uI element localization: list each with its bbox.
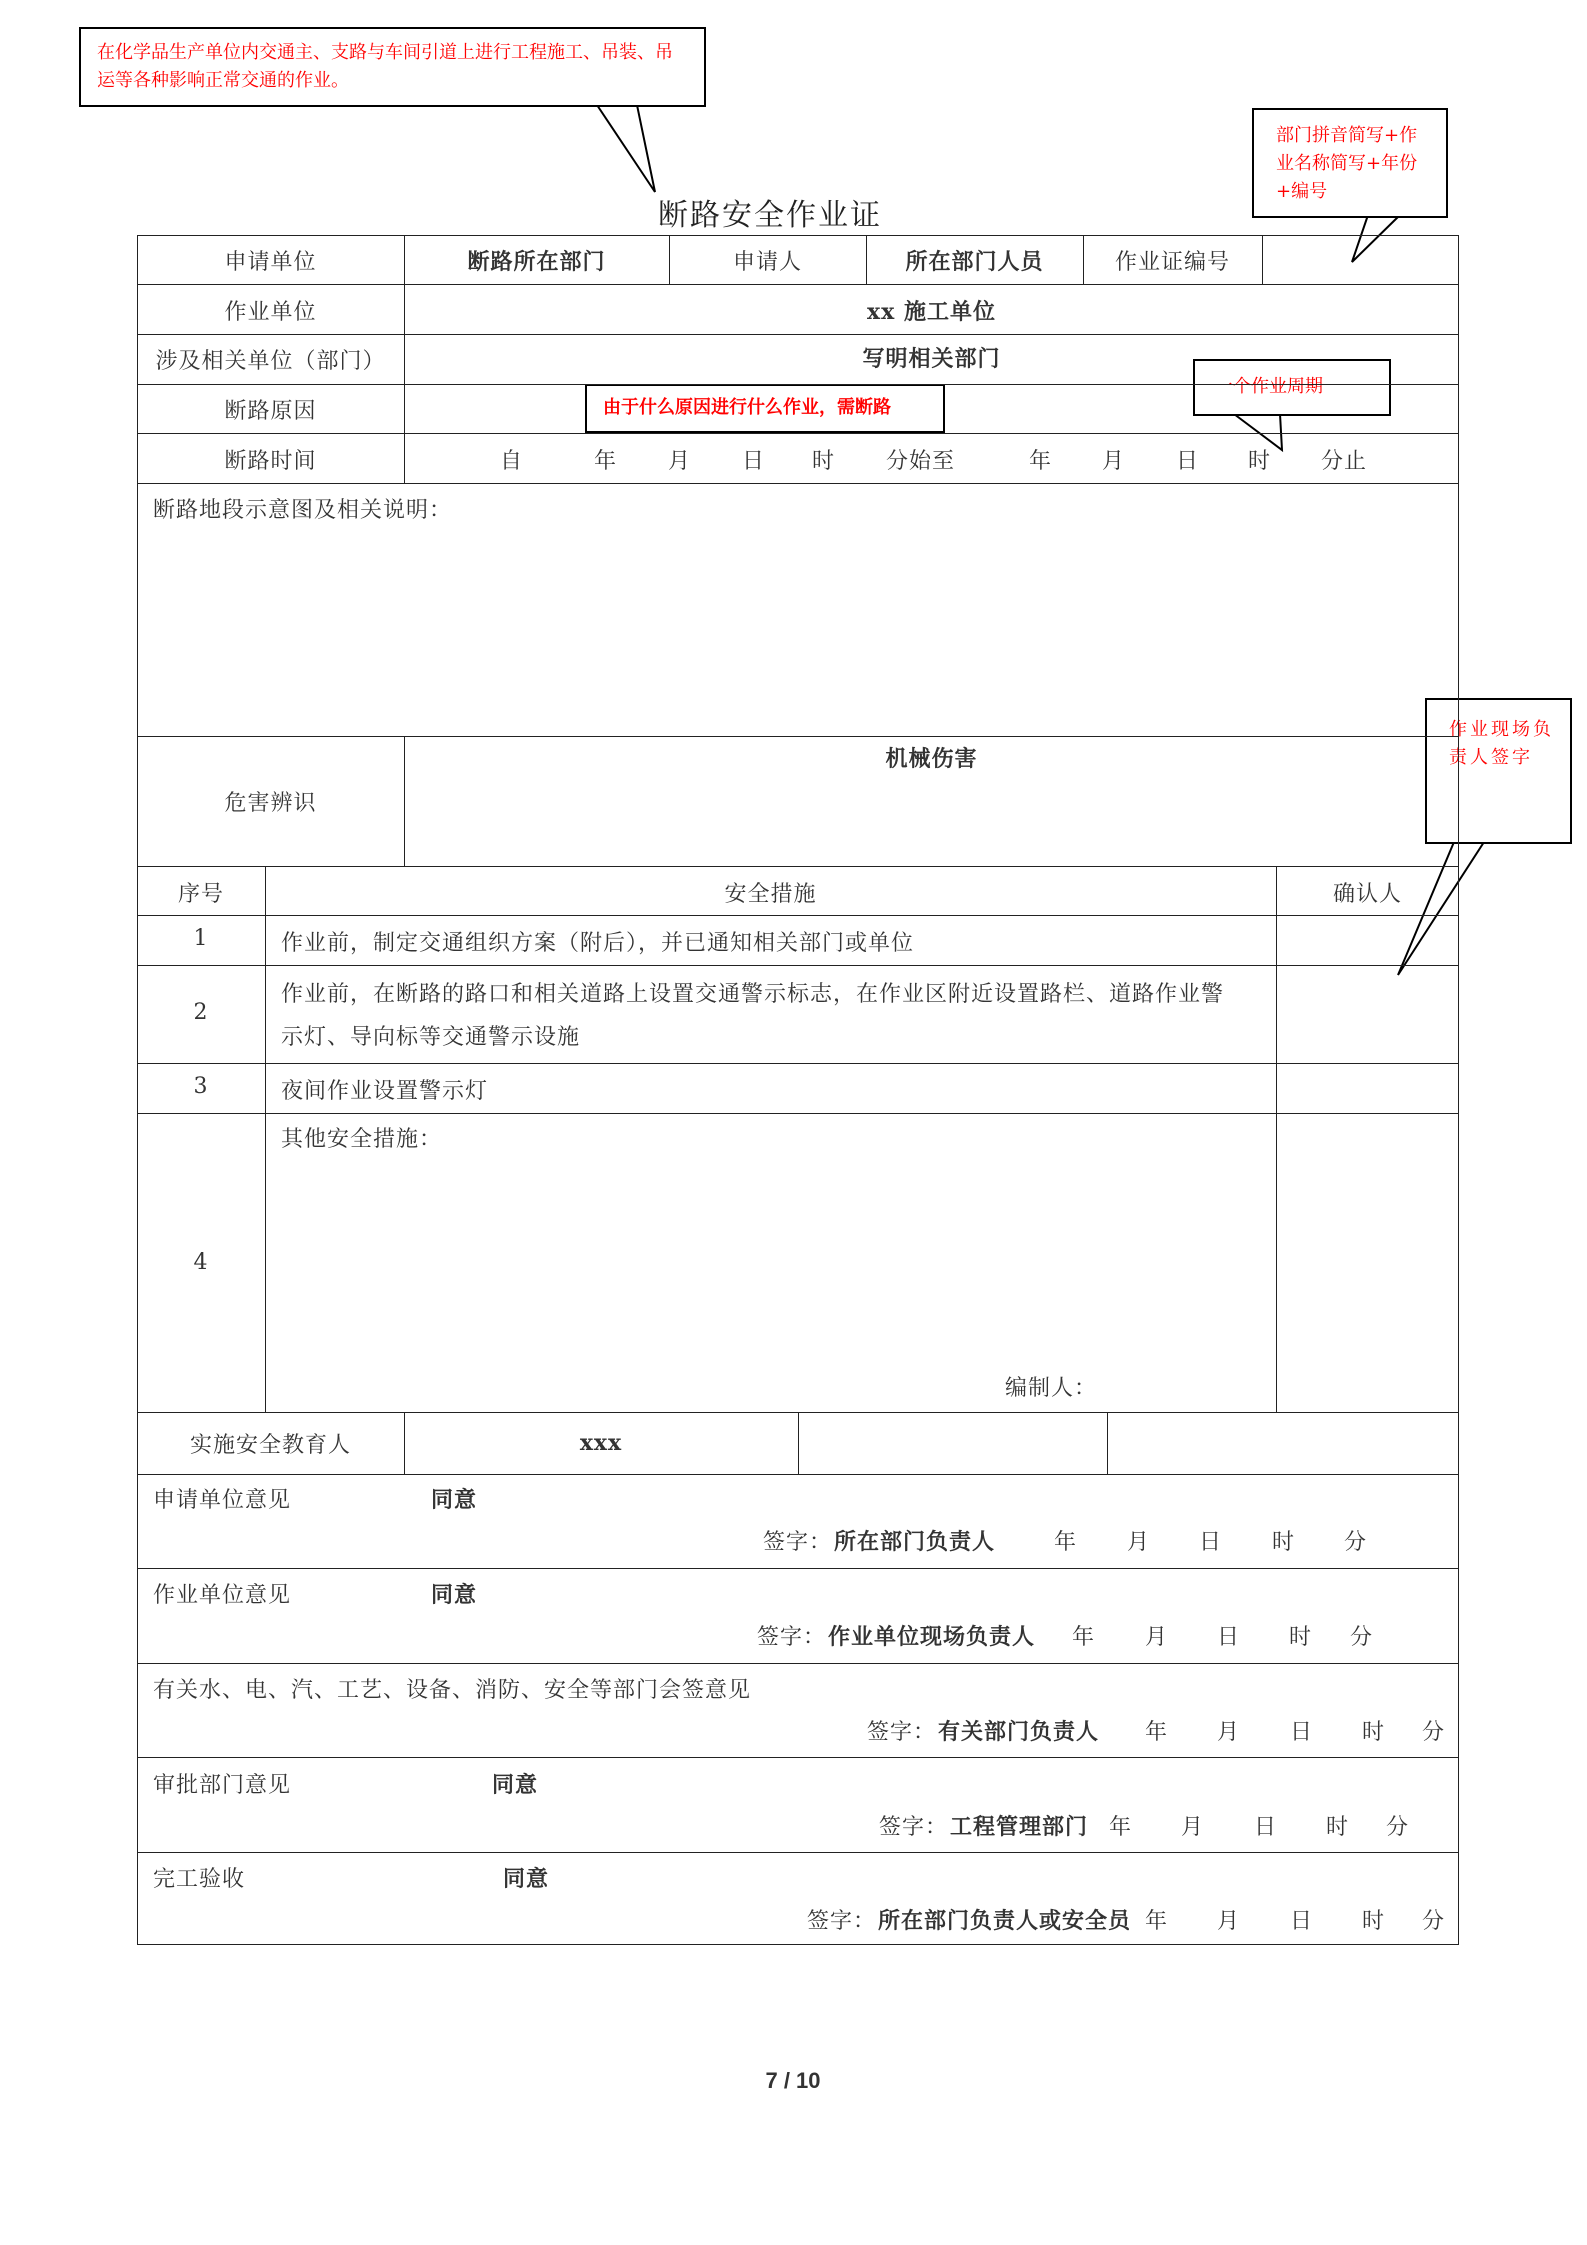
opinion-5-year: 年 xyxy=(1145,1909,1169,1934)
opinion-5-sign-label: 签字： xyxy=(807,1909,877,1934)
opinion-4-hour: 时 xyxy=(1326,1815,1350,1840)
time-year-2: 年 xyxy=(1029,449,1053,474)
opinion-3-day: 日 xyxy=(1290,1720,1314,1745)
opinion-3-minute: 分 xyxy=(1422,1720,1446,1745)
opinion-2-day: 日 xyxy=(1217,1625,1241,1650)
opinion-3-label: 有关水、电、汽、工艺、设备、消防、安全等部门会签意见 xyxy=(153,1678,752,1703)
measure-2-confirm[interactable] xyxy=(1277,966,1458,1062)
hazard-label: 危害辨识 xyxy=(224,791,317,816)
opinion-4-month: 月 xyxy=(1181,1815,1205,1840)
work-unit-label: 作业单位 xyxy=(224,300,317,325)
opinion-5-minute: 分 xyxy=(1422,1909,1446,1934)
education-field-3[interactable] xyxy=(1108,1413,1458,1473)
applicant-unit-label: 申请单位 xyxy=(224,250,317,275)
opinion-5-label: 完工验收 xyxy=(153,1867,246,1892)
measure-2-no: 2 xyxy=(193,1000,209,1025)
opinion-2-month: 月 xyxy=(1145,1625,1169,1650)
opinion-3-sign-label: 签字： xyxy=(867,1720,937,1745)
measures-no-header: 序号 xyxy=(177,882,224,907)
opinion-1-minute: 分 xyxy=(1344,1530,1368,1555)
time-day-2: 日 xyxy=(1176,449,1200,474)
time-from: 自 xyxy=(500,449,524,474)
applicant-label: 申请人 xyxy=(732,250,802,275)
opinion-5-day: 日 xyxy=(1290,1909,1314,1934)
education-field-2[interactable] xyxy=(799,1413,1106,1473)
time-label: 断路时间 xyxy=(224,449,317,474)
related-unit-value[interactable]: 写明相关部门 xyxy=(862,346,1001,372)
opinion-2-label: 作业单位意见 xyxy=(153,1583,292,1608)
opinion-5-hour: 时 xyxy=(1362,1909,1386,1934)
opinion-2-signer[interactable]: 作业单位现场负责人 xyxy=(828,1624,1036,1650)
callout-permit-number-text: 部门拼音简写+作业名称简写+年份+编号 xyxy=(1276,125,1418,202)
measure-2-line-1: 作业前，在断路的路口和相关道路上设置交通警示标志，在作业区附近设置路栏、道路作业警 xyxy=(281,982,1225,1007)
related-unit-label: 涉及相关单位（部门） xyxy=(155,349,386,374)
time-minute-start: 分始至 xyxy=(886,449,956,474)
form-title: 断路安全作业证 xyxy=(658,198,882,233)
time-month-2: 月 xyxy=(1102,449,1126,474)
opinion-4-value[interactable]: 同意 xyxy=(492,1772,539,1798)
measure-1-confirm[interactable] xyxy=(1277,916,1458,964)
opinion-1-value[interactable]: 同意 xyxy=(431,1487,478,1513)
measure-3-no: 3 xyxy=(193,1074,209,1099)
measure-4-text: 其他安全措施： xyxy=(281,1127,443,1152)
compiler-label: 编制人： xyxy=(1005,1376,1098,1401)
opinion-4-year: 年 xyxy=(1109,1815,1133,1840)
opinion-4-day: 日 xyxy=(1254,1815,1278,1840)
opinion-5-month: 月 xyxy=(1217,1909,1241,1934)
measure-1-no: 1 xyxy=(193,926,209,951)
measure-4-no: 4 xyxy=(193,1250,209,1275)
opinion-5-value[interactable]: 同意 xyxy=(503,1866,550,1892)
callout-scope-text: 在化学品生产单位内交通主、支路与车间引道上进行工程施工、吊装、吊运等各种影响正常交通的作业。 xyxy=(97,42,673,91)
callout-site-sign-text: 作业现场负责人签字 xyxy=(1449,719,1554,768)
opinion-4-label: 审批部门意见 xyxy=(153,1773,292,1798)
opinion-4-sign-label: 签字： xyxy=(879,1815,949,1840)
measure-3-confirm[interactable] xyxy=(1277,1064,1458,1112)
opinion-2-hour: 时 xyxy=(1289,1625,1313,1650)
time-day-1: 日 xyxy=(742,449,766,474)
opinion-1-label: 申请单位意见 xyxy=(153,1488,292,1513)
opinion-3-month: 月 xyxy=(1217,1720,1241,1745)
callout-reason-text: 由于什么原因进行什么作业，需断路 xyxy=(603,397,891,418)
measures-header: 安全措施 xyxy=(724,882,817,907)
permit-number-label: 作业证编号 xyxy=(1114,250,1230,275)
opinion-1-sign-label: 签字： xyxy=(763,1530,833,1555)
opinion-4-minute: 分 xyxy=(1386,1815,1410,1840)
reason-label: 断路原因 xyxy=(224,399,317,424)
opinion-3-hour: 时 xyxy=(1362,1720,1386,1745)
opinion-2-year: 年 xyxy=(1072,1625,1096,1650)
time-minute-end: 分止 xyxy=(1321,449,1368,474)
opinion-2-minute: 分 xyxy=(1350,1625,1374,1650)
measure-3-text: 夜间作业设置警示灯 xyxy=(281,1079,489,1104)
time-hour-2: 时 xyxy=(1248,449,1272,474)
hazard-value[interactable]: 机械伤害 xyxy=(885,746,978,772)
callout-permit-number-note xyxy=(1252,108,1448,218)
page-number: 7 / 10 xyxy=(765,2068,821,2093)
applicant-value[interactable]: 所在部门人员 xyxy=(905,249,1044,275)
education-value[interactable]: xxx xyxy=(579,1430,623,1456)
opinion-3-year: 年 xyxy=(1145,1720,1169,1745)
opinion-1-month: 月 xyxy=(1127,1530,1151,1555)
opinion-1-hour: 时 xyxy=(1272,1530,1296,1555)
time-hour-1: 时 xyxy=(812,449,836,474)
diagram-area[interactable] xyxy=(138,520,1458,735)
opinion-5-signer[interactable]: 所在部门负责人或安全员 xyxy=(878,1908,1132,1934)
confirm-header: 确认人 xyxy=(1332,882,1402,907)
opinion-1-signer[interactable]: 所在部门负责人 xyxy=(834,1529,996,1555)
measure-2-line-2: 示灯、导向标等交通警示设施 xyxy=(281,1025,581,1050)
opinion-4-signer[interactable]: 工程管理部门 xyxy=(950,1814,1089,1840)
opinion-1-day: 日 xyxy=(1199,1530,1223,1555)
measure-4-confirm[interactable] xyxy=(1277,1114,1458,1411)
diagram-label: 断路地段示意图及相关说明： xyxy=(153,498,453,523)
education-label: 实施安全教育人 xyxy=(189,1433,351,1458)
opinion-2-value[interactable]: 同意 xyxy=(431,1582,478,1608)
time-month-1: 月 xyxy=(668,449,692,474)
callout-period-text: 一个作业周期 xyxy=(1215,376,1323,397)
time-year-1: 年 xyxy=(594,449,618,474)
opinion-3-signer[interactable]: 有关部门负责人 xyxy=(938,1719,1100,1745)
opinion-1-year: 年 xyxy=(1054,1530,1078,1555)
applicant-unit-value[interactable]: 断路所在部门 xyxy=(467,249,606,275)
measure-1-text: 作业前，制定交通组织方案（附后），并已通知相关部门或单位 xyxy=(281,931,915,956)
opinion-2-sign-label: 签字： xyxy=(757,1625,827,1650)
work-unit-value[interactable]: xx 施工单位 xyxy=(867,299,996,325)
callout-scope-note xyxy=(79,27,706,107)
